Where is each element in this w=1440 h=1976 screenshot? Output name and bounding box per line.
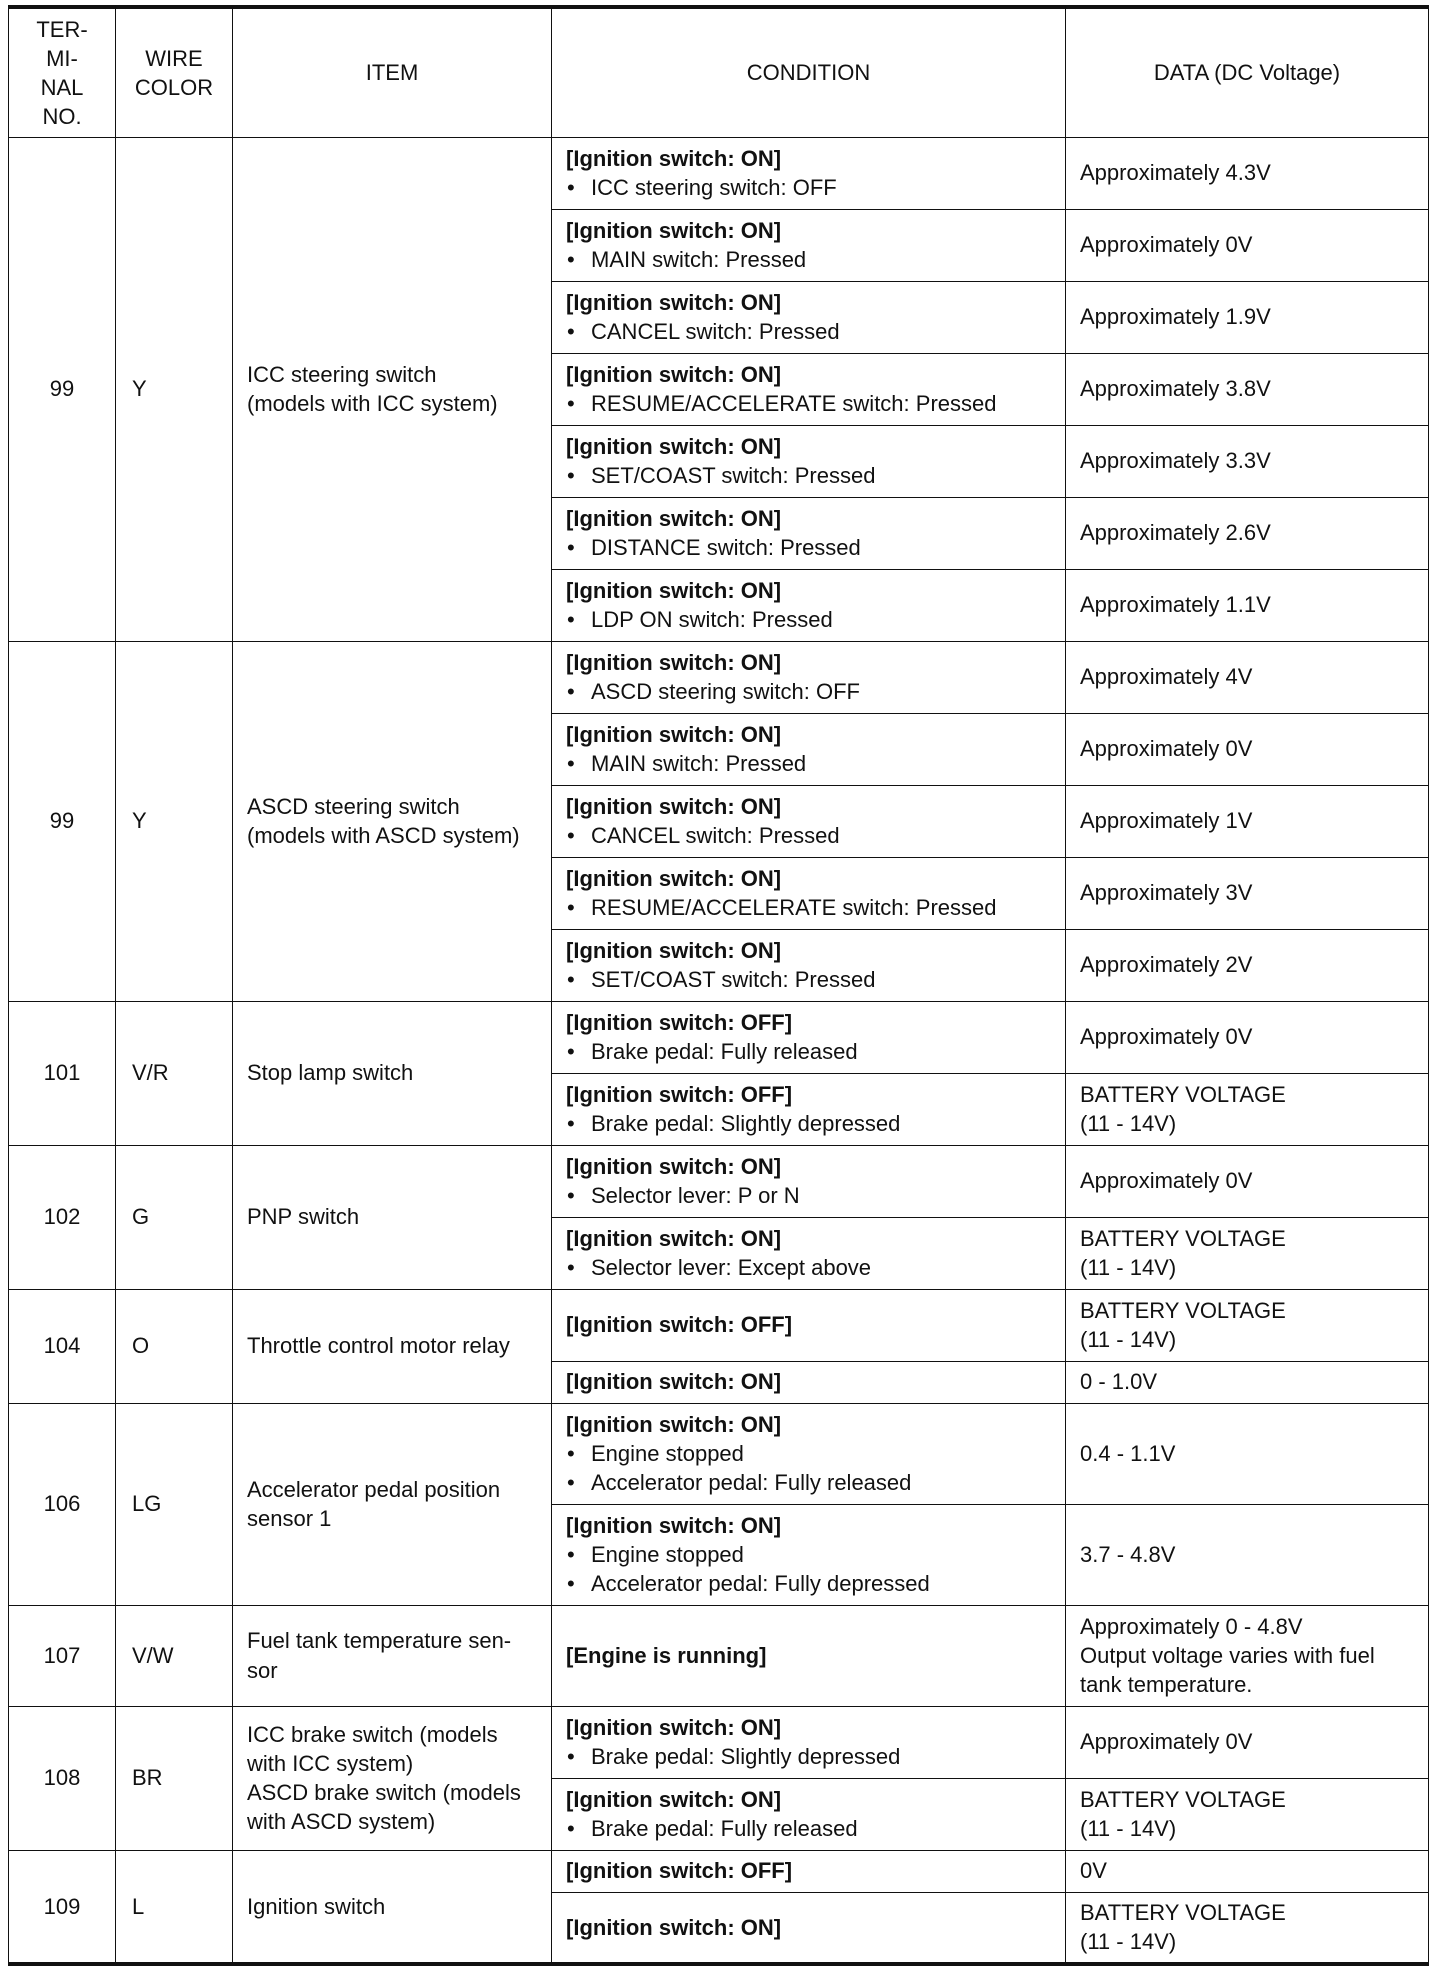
condition-heading: [Ignition switch: ON]	[566, 1714, 782, 1740]
condition-bullet	[566, 1540, 1059, 1569]
terminal-number: 104	[9, 1289, 116, 1403]
bullet-dot-icon: •	[567, 319, 575, 344]
voltage-data-cell	[1066, 353, 1429, 425]
wire-color: Y	[116, 641, 233, 1001]
condition-cell	[552, 1892, 1066, 1964]
bullet-text: Accelerator pedal: Fully released	[591, 1470, 912, 1496]
bullet-dot-icon: •	[567, 463, 575, 488]
condition-cell	[552, 1001, 1066, 1073]
bullet-dot-icon: •	[567, 1111, 575, 1136]
wire-color: V/R	[116, 1001, 233, 1145]
condition-heading: [Ignition switch: ON]	[566, 361, 782, 387]
header-item: ITEM	[233, 7, 552, 137]
condition-bullet	[566, 245, 1059, 274]
bullet-text: Engine stopped	[591, 1440, 744, 1466]
bullet-dot-icon: •	[567, 1039, 575, 1064]
voltage-data-cell	[1066, 569, 1429, 641]
voltage-data-line: BATTERY VOLTAGE	[1080, 1297, 1286, 1323]
voltage-data-line: 0V	[1080, 1858, 1107, 1884]
condition-bullet	[566, 1742, 1059, 1771]
table-header-row	[9, 7, 1429, 137]
item-line: with ICC system)	[247, 1750, 414, 1776]
table-row	[9, 1850, 1429, 1892]
condition-bullet	[566, 821, 1059, 850]
voltage-data-cell	[1066, 1217, 1429, 1289]
item-name	[233, 1145, 552, 1289]
table-body	[9, 137, 1429, 1964]
condition-cell	[552, 1403, 1066, 1504]
header-data: DATA (DC Voltage)	[1066, 7, 1429, 137]
condition-heading: [Ignition switch: ON]	[566, 577, 782, 603]
bullet-text: MAIN switch: Pressed	[591, 247, 807, 272]
bullet-dot-icon: •	[567, 895, 575, 920]
voltage-data-cell	[1066, 425, 1429, 497]
table-row	[9, 1403, 1429, 1504]
condition-cell	[552, 209, 1066, 281]
bullet-text: CANCEL switch: Pressed	[591, 319, 840, 344]
condition-heading: [Ignition switch: ON]	[566, 1411, 782, 1437]
condition-bullet	[566, 1181, 1059, 1210]
condition-cell	[552, 1706, 1066, 1778]
bullet-dot-icon: •	[567, 1816, 575, 1841]
item-name	[233, 137, 552, 641]
condition-cell	[552, 641, 1066, 713]
condition-heading: [Ignition switch: ON]	[566, 937, 782, 963]
voltage-data-line: Approximately 4V	[1080, 664, 1253, 690]
voltage-data-line: Approximately 4.3V	[1080, 160, 1271, 186]
bullet-text: Selector lever: P or N	[591, 1183, 800, 1208]
voltage-data-line: Approximately 0V	[1080, 736, 1253, 762]
condition-bullet	[566, 605, 1059, 634]
item-line: PNP switch	[247, 1204, 360, 1230]
voltage-data-cell	[1066, 1289, 1429, 1361]
item-name	[233, 1850, 552, 1964]
bullet-text: Brake pedal: Fully released	[591, 1039, 858, 1064]
bullet-text: Brake pedal: Slightly depressed	[591, 1744, 901, 1769]
condition-bullet	[566, 389, 1059, 418]
voltage-data-cell	[1066, 1361, 1429, 1403]
condition-heading: [Ignition switch: OFF]	[566, 1009, 793, 1035]
bullet-dot-icon: •	[567, 967, 575, 992]
condition-heading: [Ignition switch: ON]	[566, 217, 782, 243]
bullet-dot-icon: •	[567, 607, 575, 632]
wire-color: LG	[116, 1403, 233, 1605]
wire-color: Y	[116, 137, 233, 641]
voltage-data-line: Approximately 3.8V	[1080, 376, 1271, 402]
condition-heading: [Ignition switch: ON]	[566, 1225, 782, 1251]
item-line: sor	[247, 1657, 278, 1683]
condition-bullet	[566, 965, 1059, 994]
item-name	[233, 1289, 552, 1403]
voltage-data-line: (11 - 14V)	[1080, 1255, 1177, 1280]
terminal-number: 106	[9, 1403, 116, 1605]
bullet-text: SET/COAST switch: Pressed	[591, 463, 876, 488]
voltage-data-cell	[1066, 1892, 1429, 1964]
condition-bullet	[566, 749, 1059, 778]
condition-bullet	[566, 173, 1059, 202]
bullet-dot-icon: •	[567, 823, 575, 848]
bullet-dot-icon: •	[567, 1541, 575, 1567]
condition-bullet	[566, 317, 1059, 346]
voltage-data-line: Approximately 0V	[1080, 1729, 1253, 1755]
item-name	[233, 1706, 552, 1850]
voltage-data-line: Output voltage varies with fuel	[1080, 1642, 1375, 1668]
condition-bullet	[566, 1468, 1059, 1497]
bullet-dot-icon: •	[567, 1183, 575, 1208]
bullet-dot-icon: •	[567, 175, 575, 200]
condition-heading: [Ignition switch: ON]	[566, 865, 782, 891]
condition-heading: [Ignition switch: ON]	[566, 289, 782, 315]
bullet-dot-icon: •	[567, 247, 575, 272]
condition-bullet	[566, 1037, 1059, 1066]
condition-heading: [Ignition switch: ON]	[566, 433, 782, 459]
voltage-data-line: Approximately 3V	[1080, 880, 1253, 906]
voltage-data-cell	[1066, 1706, 1429, 1778]
header-wire-color: WIRE COLOR	[116, 7, 233, 137]
voltage-data-line: tank temperature.	[1080, 1672, 1253, 1698]
bullet-dot-icon: •	[567, 1470, 575, 1496]
bullet-text: RESUME/ACCELERATE switch: Pressed	[591, 895, 997, 920]
bullet-text: Brake pedal: Slightly depressed	[591, 1111, 901, 1136]
voltage-data-line: Approximately 0V	[1080, 1024, 1253, 1050]
terminal-number: 102	[9, 1145, 116, 1289]
voltage-data-line: Approximately 1V	[1080, 808, 1253, 834]
condition-cell	[552, 281, 1066, 353]
voltage-data-line: (11 - 14V)	[1080, 1111, 1177, 1136]
header-condition: CONDITION	[552, 7, 1066, 137]
condition-bullet	[566, 1109, 1059, 1138]
voltage-data-line: (11 - 14V)	[1080, 1327, 1177, 1352]
table-row	[9, 1706, 1429, 1778]
voltage-data-cell	[1066, 785, 1429, 857]
voltage-data-cell	[1066, 137, 1429, 209]
table-row	[9, 137, 1429, 209]
voltage-data-line: (11 - 14V)	[1080, 1929, 1177, 1955]
terminal-data-table-wrapper	[8, 5, 1429, 1966]
voltage-data-cell	[1066, 281, 1429, 353]
item-line: Throttle control motor relay	[247, 1333, 510, 1359]
condition-heading: [Ignition switch: ON]	[566, 1914, 782, 1940]
voltage-data-line: BATTERY VOLTAGE	[1080, 1900, 1286, 1926]
item-line: ASCD brake switch (models	[247, 1780, 521, 1805]
bullet-text: DISTANCE switch: Pressed	[591, 535, 861, 560]
condition-bullet	[566, 893, 1059, 922]
bullet-dot-icon: •	[567, 679, 575, 704]
bullet-text: SET/COAST switch: Pressed	[591, 967, 876, 992]
condition-bullet	[566, 677, 1059, 706]
condition-cell	[552, 497, 1066, 569]
wire-color: BR	[116, 1706, 233, 1850]
item-line: Fuel tank temperature sen-	[247, 1628, 512, 1654]
item-name	[233, 1001, 552, 1145]
condition-cell	[552, 1605, 1066, 1706]
voltage-data-line: Approximately 3.3V	[1080, 448, 1271, 474]
bullet-dot-icon: •	[567, 751, 575, 776]
voltage-data-cell	[1066, 1850, 1429, 1892]
item-line: Stop lamp switch	[247, 1060, 414, 1086]
bullet-text: ICC steering switch: OFF	[591, 175, 837, 200]
condition-heading: [Engine is running]	[566, 1642, 767, 1668]
item-line: Ignition switch	[247, 1893, 386, 1919]
condition-bullet	[566, 533, 1059, 562]
voltage-data-line: 3.7 - 4.8V	[1080, 1541, 1176, 1567]
voltage-data-line: Approximately 1.9V	[1080, 304, 1271, 330]
table-row	[9, 1605, 1429, 1706]
bullet-dot-icon: •	[567, 1571, 575, 1597]
voltage-data-cell	[1066, 209, 1429, 281]
condition-bullet	[566, 461, 1059, 490]
voltage-data-cell	[1066, 1605, 1429, 1706]
voltage-data-line: (11 - 14V)	[1080, 1816, 1177, 1841]
voltage-data-line: Approximately 0 - 4.8V	[1080, 1613, 1303, 1639]
bullet-dot-icon: •	[567, 535, 575, 560]
bullet-text: Accelerator pedal: Fully depressed	[591, 1571, 930, 1597]
voltage-data-cell	[1066, 857, 1429, 929]
condition-cell	[552, 1073, 1066, 1145]
item-line: ASCD steering switch	[247, 793, 460, 819]
condition-heading: [Ignition switch: ON]	[566, 1369, 782, 1395]
item-name	[233, 1605, 552, 1706]
terminal-number: 109	[9, 1850, 116, 1964]
bullet-dot-icon: •	[567, 1255, 575, 1280]
item-line: Accelerator pedal position	[247, 1476, 501, 1502]
bullet-text: Brake pedal: Fully released	[591, 1816, 858, 1841]
bullet-text: ASCD steering switch: OFF	[591, 679, 860, 704]
item-name	[233, 1403, 552, 1605]
voltage-data-line: Approximately 0V	[1080, 232, 1253, 258]
voltage-data-line: BATTERY VOLTAGE	[1080, 1081, 1286, 1107]
condition-heading: [Ignition switch: ON]	[566, 649, 782, 675]
voltage-data-line: Approximately 0V	[1080, 1168, 1253, 1194]
item-line: (models with ASCD system)	[247, 823, 520, 848]
wire-color: L	[116, 1850, 233, 1964]
terminal-number: 101	[9, 1001, 116, 1145]
condition-cell	[552, 425, 1066, 497]
condition-cell	[552, 1778, 1066, 1850]
condition-heading: [Ignition switch: ON]	[566, 1153, 782, 1179]
voltage-data-line: 0.4 - 1.1V	[1080, 1440, 1176, 1466]
condition-cell	[552, 785, 1066, 857]
condition-heading: [Ignition switch: ON]	[566, 721, 782, 747]
voltage-data-line: Approximately 2V	[1080, 952, 1253, 978]
bullet-text: Engine stopped	[591, 1541, 744, 1567]
item-line: (models with ICC system)	[247, 391, 498, 416]
condition-bullet	[566, 1814, 1059, 1843]
voltage-data-cell	[1066, 1145, 1429, 1217]
item-line: ICC brake switch (models	[247, 1721, 498, 1747]
condition-heading: [Ignition switch: ON]	[566, 145, 782, 171]
voltage-data-cell	[1066, 1403, 1429, 1504]
terminal-number: 108	[9, 1706, 116, 1850]
condition-cell	[552, 1145, 1066, 1217]
voltage-data-cell	[1066, 1073, 1429, 1145]
condition-cell	[552, 1850, 1066, 1892]
bullet-dot-icon: •	[567, 391, 575, 416]
table-row	[9, 641, 1429, 713]
condition-cell	[552, 353, 1066, 425]
terminal-number: 99	[9, 641, 116, 1001]
condition-bullet	[566, 1253, 1059, 1282]
bullet-dot-icon: •	[567, 1440, 575, 1466]
condition-cell	[552, 713, 1066, 785]
voltage-data-line: 0 - 1.0V	[1080, 1369, 1158, 1395]
condition-cell	[552, 929, 1066, 1001]
wire-color: V/W	[116, 1605, 233, 1706]
item-line: sensor 1	[247, 1506, 332, 1531]
table-row	[9, 1145, 1429, 1217]
terminal-number: 99	[9, 137, 116, 641]
condition-heading: [Ignition switch: ON]	[566, 793, 782, 819]
voltage-data-line: Approximately 2.6V	[1080, 520, 1271, 546]
condition-heading: [Ignition switch: ON]	[566, 1786, 782, 1812]
condition-cell	[552, 857, 1066, 929]
bullet-text: RESUME/ACCELERATE switch: Pressed	[591, 391, 997, 416]
voltage-data-cell	[1066, 497, 1429, 569]
table-row	[9, 1289, 1429, 1361]
bullet-text: Selector lever: Except above	[591, 1255, 872, 1280]
item-line: ICC steering switch	[247, 361, 437, 387]
voltage-data-cell	[1066, 641, 1429, 713]
condition-heading: [Ignition switch: OFF]	[566, 1312, 793, 1338]
voltage-data-cell	[1066, 1778, 1429, 1850]
condition-bullet	[566, 1569, 1059, 1598]
wire-color: G	[116, 1145, 233, 1289]
voltage-data-line: Approximately 1.1V	[1080, 592, 1271, 618]
item-name	[233, 641, 552, 1001]
terminal-number: 107	[9, 1605, 116, 1706]
condition-cell	[552, 1504, 1066, 1605]
voltage-data-cell	[1066, 1001, 1429, 1073]
bullet-dot-icon: •	[567, 1744, 575, 1769]
voltage-data-cell	[1066, 1504, 1429, 1605]
bullet-text: MAIN switch: Pressed	[591, 751, 807, 776]
item-line: with ASCD system)	[247, 1809, 436, 1835]
voltage-data-cell	[1066, 713, 1429, 785]
condition-cell	[552, 1289, 1066, 1361]
bullet-text: CANCEL switch: Pressed	[591, 823, 840, 848]
bullet-text: LDP ON switch: Pressed	[591, 607, 833, 632]
voltage-data-cell	[1066, 929, 1429, 1001]
condition-cell	[552, 569, 1066, 641]
condition-bullet	[566, 1439, 1059, 1468]
table-row	[9, 1001, 1429, 1073]
condition-cell	[552, 1217, 1066, 1289]
condition-heading: [Ignition switch: ON]	[566, 1512, 782, 1538]
voltage-data-line: BATTERY VOLTAGE	[1080, 1786, 1286, 1812]
terminal-data-table	[8, 5, 1429, 1966]
condition-cell	[552, 1361, 1066, 1403]
condition-cell	[552, 137, 1066, 209]
wire-color: O	[116, 1289, 233, 1403]
condition-heading: [Ignition switch: OFF]	[566, 1081, 793, 1107]
voltage-data-line: BATTERY VOLTAGE	[1080, 1225, 1286, 1251]
condition-heading: [Ignition switch: OFF]	[566, 1858, 793, 1884]
header-terminal: TER- MI- NAL NO.	[9, 7, 116, 137]
condition-heading: [Ignition switch: ON]	[566, 505, 782, 531]
